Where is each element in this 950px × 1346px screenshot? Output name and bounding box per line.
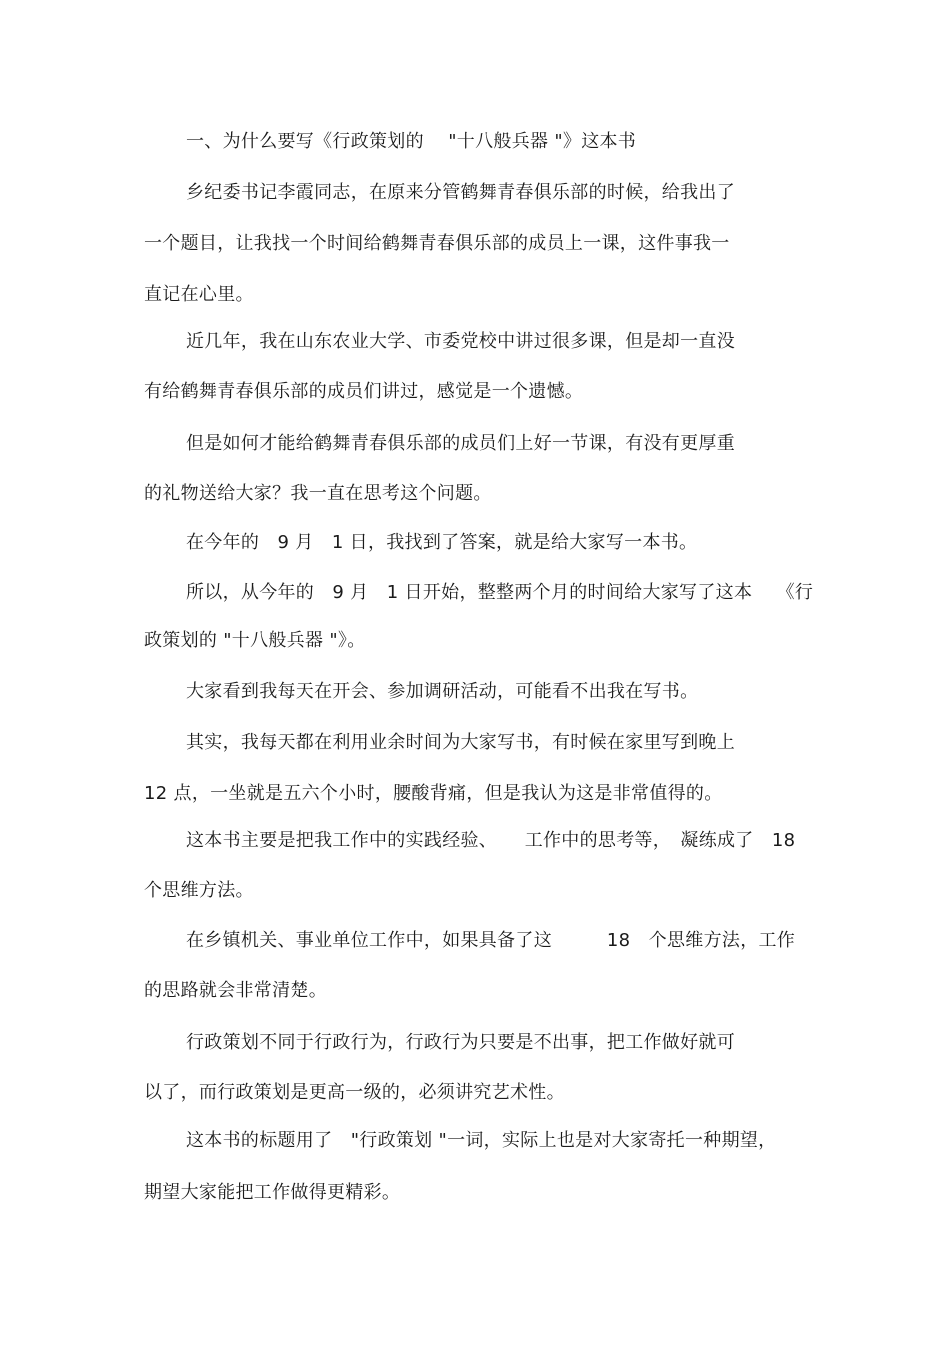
paragraph-10-line-2: 以了，而行政策划是更高一级的，必须讲究艺术性。: [144, 1082, 565, 1103]
paragraph-1-line-1: 乡纪委书记李霞同志，在原来分管鹤舞青春俱乐部的时候，给我出了: [186, 182, 735, 203]
paragraph-11-line-1: 这本书的标题用了 "行政策划 "一词，实际上也是对大家寄托一种期望，: [186, 1130, 777, 1151]
paragraph-3-line-1: 但是如何才能给鹤舞青春俱乐部的成员们上好一节课，有没有更厚重: [186, 433, 735, 454]
paragraph-5-line-2: 政策划的 "十八般兵器 "》。: [144, 630, 366, 651]
paragraph-7-line-1: 其实，我每天都在利用业余时间为大家写书，有时候在家里写到晚上: [186, 732, 735, 753]
paragraph-9-line-1: 在乡镇机关、事业单位工作中，如果具备了这 18 个思维方法，工作: [186, 930, 796, 951]
paragraph-5-line-1: 所以，从今年的 9 月 1 日开始，整整两个月的时间给大家写了这本 《行: [186, 582, 814, 603]
paragraph-11-line-2: 期望大家能把工作做得更精彩。: [144, 1182, 401, 1203]
paragraph-10-line-1: 行政策划不同于行政行为，行政行为只要是不出事，把工作做好就可: [186, 1032, 735, 1053]
paragraph-6-line-1: 大家看到我每天在开会、参加调研活动，可能看不出我在写书。: [186, 681, 699, 702]
section-heading: 一、为什么要写《行政策划的 "十八般兵器 "》这本书: [186, 131, 637, 152]
paragraph-2-line-2: 有给鹤舞青春俱乐部的成员们讲过，感觉是一个遗憾。: [144, 381, 584, 402]
paragraph-4-line-1: 在今年的 9 月 1 日，我找到了答案，就是给大家写一本书。: [186, 532, 698, 553]
paragraph-7-line-2: 12 点，一坐就是五六个小时，腰酸背痛，但是我认为这是非常值得的。: [144, 783, 723, 804]
paragraph-3-line-2: 的礼物送给大家？我一直在思考这个问题。: [144, 483, 492, 504]
paragraph-2-line-1: 近几年，我在山东农业大学、市委党校中讲过很多课，但是却一直没: [186, 331, 735, 352]
paragraph-1-line-3: 直记在心里。: [144, 284, 254, 305]
paragraph-1-line-2: 一个题目，让我找一个时间给鹤舞青春俱乐部的成员上一课，这件事我一: [144, 233, 730, 254]
paragraph-9-line-2: 的思路就会非常清楚。: [144, 980, 327, 1001]
paragraph-8-line-2: 个思维方法。: [144, 880, 254, 901]
paragraph-8-line-1: 这本书主要是把我工作中的实践经验、 工作中的思考等， 凝练成了 18: [186, 830, 796, 851]
